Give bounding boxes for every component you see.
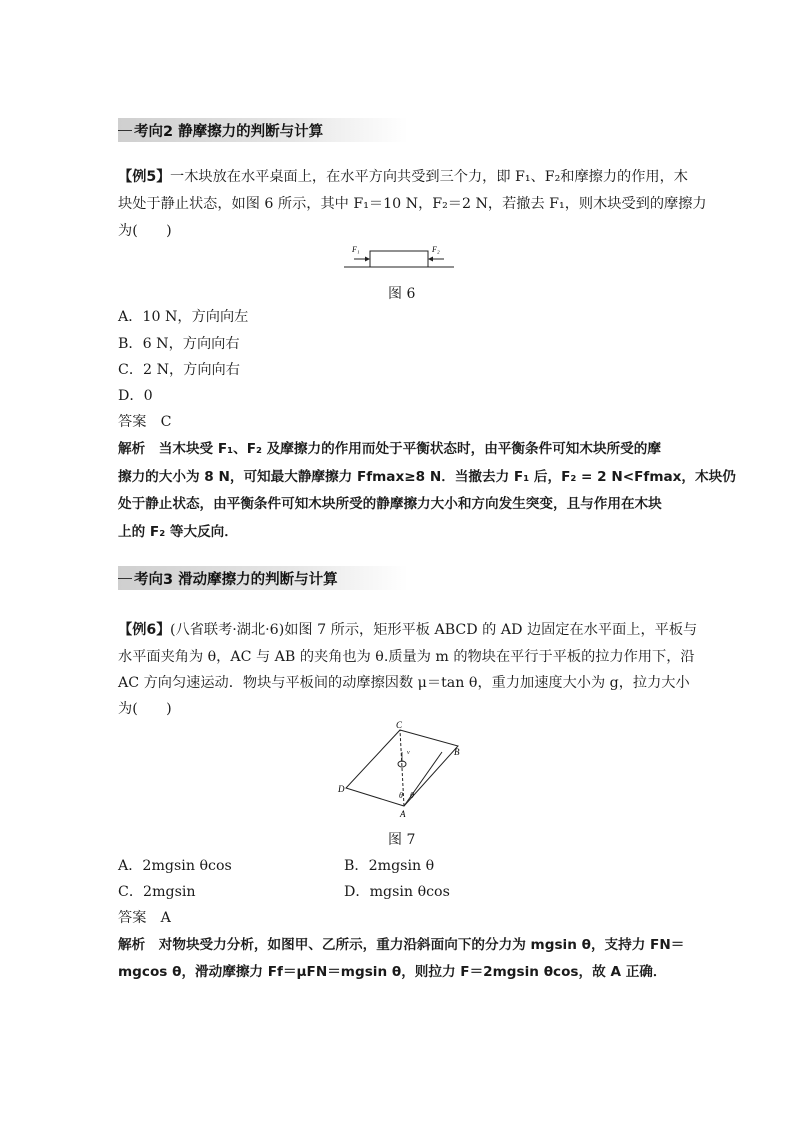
label-v: v bbox=[407, 750, 410, 756]
figure-7 bbox=[330, 718, 470, 826]
section-header-2 bbox=[118, 118, 408, 142]
analysis-line: 擦力的大小为 8 N，可知最大静摩擦力 Ffmax≥8 N．当撤去力 F₁ 后，F₂ = 2 N<Ffmax，木块仍 bbox=[118, 469, 736, 485]
question-line: 为( ) bbox=[118, 701, 172, 717]
question-line: AC 方向匀速运动．物块与平板间的动摩擦因数 μ＝tan θ，重力加速度大小为 g，拉力大小 bbox=[118, 675, 690, 691]
analysis-line: 处于静止状态，由平衡条件可知木块所受的静摩擦力大小和方向发生突变，且与作用在木块 bbox=[118, 496, 662, 512]
label-a: A bbox=[400, 809, 406, 819]
option-a: A．10 N，方向向左 bbox=[118, 309, 249, 325]
option-c: C．2 N，方向向右 bbox=[118, 362, 240, 378]
header-rule bbox=[118, 578, 132, 579]
option-b: B．2mgsin θ bbox=[344, 858, 435, 874]
answer: 答案 C bbox=[118, 414, 172, 430]
section-title: 考向2 静摩擦力的判断与计算 bbox=[134, 124, 324, 140]
analysis-line: mgcos θ，滑动摩擦力 Ff＝μFN＝mgsin θ，则拉力 F＝2mgsin θcos，故 A 正确． bbox=[118, 964, 667, 980]
question-line: 一木块放在水平桌面上，在水平方向共受到三个力，即 F₁、F₂和摩擦力的作用，木 bbox=[170, 169, 688, 185]
figure-6 bbox=[340, 240, 460, 276]
figure-caption: 图 7 bbox=[388, 832, 416, 848]
label-b: B bbox=[454, 747, 460, 757]
analysis-line: 解析 对物块受力分析，如图甲、乙所示，重力沿斜面向下的分力为 mgsin θ，支持力 FN＝ bbox=[118, 937, 685, 953]
f2-label: F₂ bbox=[432, 245, 440, 254]
analysis-line: 上的 F₂ 等大反向． bbox=[118, 524, 238, 540]
option-c: C．2mgsin bbox=[118, 884, 196, 900]
label-theta-1: θ bbox=[399, 791, 403, 800]
label-c: C bbox=[396, 720, 403, 730]
option-a: A．2mgsin θcos bbox=[118, 858, 232, 874]
f1-label: F₁ bbox=[352, 245, 360, 254]
question-line: (八省联考·湖北·6)如图 7 所示，矩形平板 ABCD 的 AD 边固定在水平面上，平板与 bbox=[170, 622, 698, 638]
option-d: D．mgsin θcos bbox=[344, 884, 450, 900]
section-header-3 bbox=[118, 566, 408, 590]
question-line: 水平面夹角为 θ，AC 与 AB 的夹角也为 θ.质量为 m 的物块在平行于平板的拉力作用下，沿 bbox=[118, 649, 695, 665]
option-d: D．0 bbox=[118, 388, 153, 404]
question-line: 块处于静止状态，如图 6 所示，其中 F₁＝10 N，F₂＝2 N，若撤去 F₁，则木块受到的摩擦力 bbox=[118, 196, 707, 212]
answer: 答案 A bbox=[118, 910, 171, 926]
label-d: D bbox=[338, 784, 345, 794]
header-rule bbox=[118, 130, 132, 131]
question-line: 为( ) bbox=[118, 223, 172, 239]
label-theta-2: θ bbox=[410, 791, 414, 800]
section-title: 考向3 滑动摩擦力的判断与计算 bbox=[134, 572, 338, 588]
example-label: 【例6】 bbox=[118, 622, 171, 638]
example-label: 【例5】 bbox=[118, 169, 171, 185]
figure-caption: 图 6 bbox=[388, 286, 416, 302]
analysis-line: 解析 当木块受 F₁、F₂ 及摩擦力的作用而处于平衡状态时，由平衡条件可知木块所受的摩 bbox=[118, 441, 661, 457]
option-b: B．6 N，方向向右 bbox=[118, 336, 240, 352]
